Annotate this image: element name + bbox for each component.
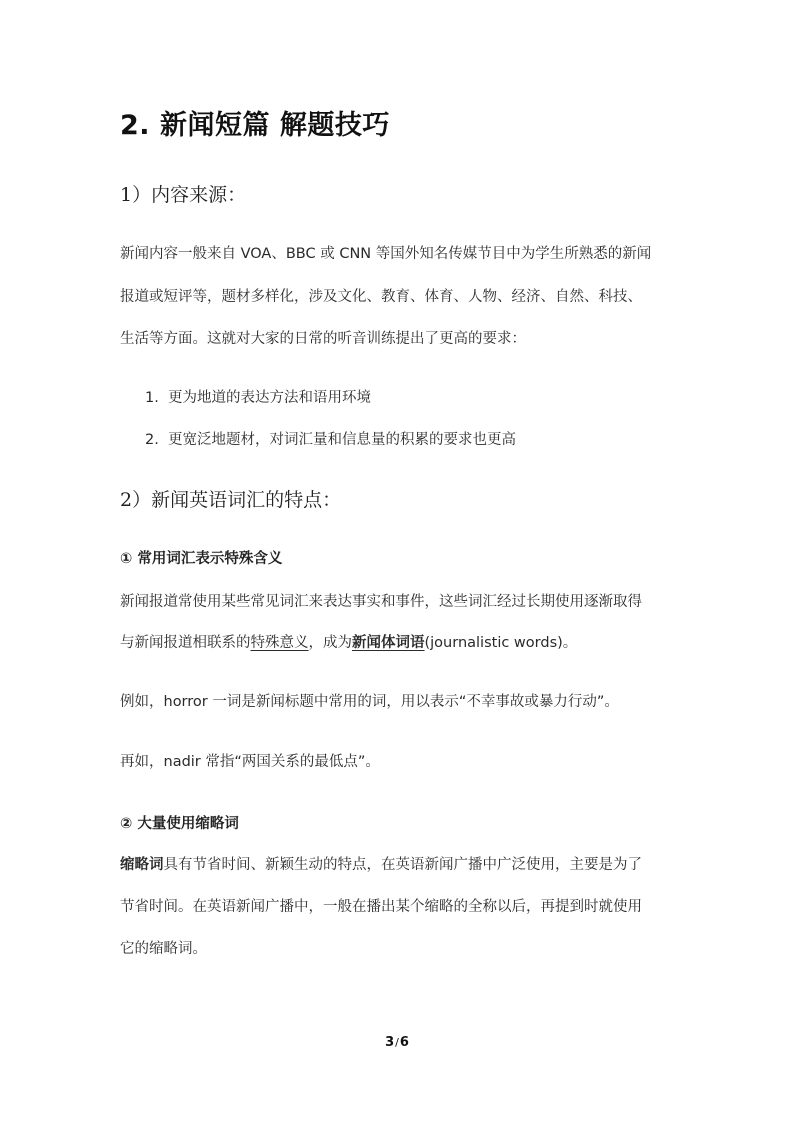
- page-separator: /: [395, 1036, 399, 1049]
- list-item-number: 1.: [145, 390, 159, 406]
- list-item: [145, 428, 516, 449]
- paragraph-line: 节省时间。在英语新闻广播中，一般在播出某个缩略的全称以后，再提到时就使用: [120, 899, 642, 915]
- paragraph-line: 生活等方面。这就对大家的日常的听音训练提出了更高的要求：: [120, 331, 526, 347]
- subsection-title: ① 常用词汇表示特殊含义: [120, 551, 283, 567]
- paragraph-line: 报道或短评等，题材多样化，涉及文化、教育、体育、人物、经济、自然、科技、: [120, 289, 642, 305]
- text-run: ，成为: [308, 635, 352, 651]
- text-run: 与新闻报道相联系的: [120, 635, 251, 651]
- paragraph-line: 它的缩略词。: [120, 941, 207, 957]
- paragraph-line: [120, 853, 642, 874]
- text-run: 具有节省时间、新颖生动的特点，在英语新闻广播中广泛使用，主要是为了: [163, 857, 642, 873]
- list-item-text: 更宽泛地题材，对词汇量和信息量的积累的要求也更高: [168, 432, 516, 448]
- list-item: [145, 386, 371, 407]
- section-1-title: 1）内容来源：: [120, 184, 247, 206]
- page-number: [0, 1035, 794, 1050]
- underlined-term: 特殊意义: [250, 635, 309, 651]
- text-run: (journalistic words)。: [424, 635, 578, 651]
- page-title: 2. 新闻短篇 解题技巧: [120, 110, 390, 141]
- example-line: 例如，horror 一词是新闻标题中常用的词，用以表示“不幸事故或暴力行动”。: [120, 694, 619, 710]
- example-line: 再如，nadir 常指“两国关系的最低点”。: [120, 754, 380, 770]
- list-item-number: 2.: [145, 432, 159, 448]
- paragraph-line: 新闻内容一般来自 VOA、BBC 或 CNN 等国外知名传媒节目中为学生所熟悉的新闻: [120, 246, 652, 262]
- bold-underlined-term: 新闻体词语: [352, 635, 425, 651]
- total-pages: 6: [399, 1035, 409, 1050]
- current-page: 3: [385, 1035, 395, 1050]
- bold-term: 缩略词: [120, 857, 164, 873]
- list-item-text: 更为地道的表达方法和语用环境: [168, 390, 371, 406]
- subsection-title: ② 大量使用缩略词: [120, 816, 239, 832]
- section-2-title: 2）新闻英语词汇的特点：: [120, 489, 342, 511]
- paragraph-line: 新闻报道常使用某些常见词汇来表达事实和事件，这些词汇经过长期使用逐渐取得: [120, 594, 642, 610]
- paragraph-line: [120, 631, 577, 652]
